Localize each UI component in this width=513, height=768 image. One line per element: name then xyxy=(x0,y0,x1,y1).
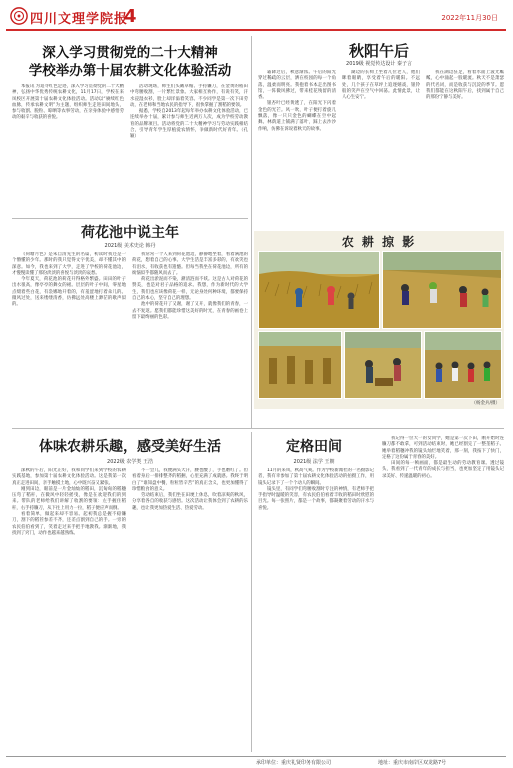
article3-paragraph: 今年夏天，荷花池的荷花开得格外繁盛。田田的叶子出水很高，像亭亭的舞女的裙。层层的叶子中间，零星地点缀着些白花，有袅娜地开着的，有羞涩地打着朵儿的。微风过处，送来缕缕清香，仿佛远处高楼上渺茫的歌声似的。 xyxy=(12,277,126,308)
article2-col3 xyxy=(426,70,504,226)
article5-paragraph: 我记得一位大一的女同学，她是第一次下田，刚开始时连镰刀都不敢拿，可到活动结束时，她已经割完了一整垄稻子。她举着稻穗冲我的镜头灿烂地笑着，那一刻，我按下了快门，定格了这份属于青春的美好。 xyxy=(382,436,504,460)
farm-photo xyxy=(344,331,422,399)
article2-col2 xyxy=(342,70,420,226)
column-divider xyxy=(251,432,252,752)
article3-paragraph: 池中的荷花开了又谢，谢了又开，就像我们的青春，一去不复返。愿我们都能珍惜这美好的时光，在青春的画卷上留下最绚丽的色彩。 xyxy=(132,302,248,320)
article5-subtitle: 2021级 法学 王朝 xyxy=(293,459,335,465)
issue-date: 2022年11月30日 xyxy=(441,14,498,22)
photo-section xyxy=(254,231,504,409)
article3-title: 荷花池中说主年 xyxy=(81,225,179,241)
paper-name: 四川文理学院报 xyxy=(30,12,129,27)
school-logo-icon xyxy=(10,7,28,25)
article5-col1 xyxy=(258,468,374,752)
farm-photo xyxy=(258,251,380,329)
article2-col1 xyxy=(258,70,336,226)
farm-photo xyxy=(258,331,342,399)
column-divider xyxy=(251,36,252,428)
footer xyxy=(6,756,506,766)
article1-paragraph: 据悉，学校自2013年起每年举办农耕文化体验活动，已连续举办十届，累计参与师生近两万人次，成为学校劳动教育的品牌项目。活动将党的二十大精神学习与劳动实践相结合，引导青年学生厚植爱农情怀，争做新时代好青年。（孔颖） xyxy=(130,109,248,140)
page-number: 4 xyxy=(124,6,137,27)
article4-paragraph: 深秋的午后，阳光正好，我和同学们来到学校的农耕实践基地，参加第十届农耕文化体验活动。这是我第一次真正走进田间，亲手触摸土地，心中既兴奋又紧张。 xyxy=(12,468,126,486)
farm-photo xyxy=(424,331,502,399)
article1-title-line2: 学校举办第十届农耕文化体验活动 xyxy=(28,63,232,79)
article4-paragraph: 刚到田边，眼前是一片金灿灿的稻田，沉甸甸的稻穗压弯了稻秆，在微风中轻轻摇曳，像是在欢迎我们的到来。带队的老师给我们讲解了收割的要领：左手握住稻秆，右手持镰刀，从下往上用力一拉，稻子便应声而倒。 xyxy=(12,486,126,511)
article3-col1 xyxy=(12,252,126,422)
article1-col2 xyxy=(130,84,248,214)
article1-paragraph: 本报讯 为追寻红色足迹，深入学习贯彻党的二十大精神，弘扬中华优秀传统农耕文化，11月17日，学校在来凤校区开展第十届农耕文化体验活动。活动以“赓续红色血脉，传承农耕文明”为主题，组织师生走进田间地头，参与收割、脱粒、晾晒等农事劳动，在亲身体验中感悟劳动的艰辛与收获的喜悦。 xyxy=(12,84,124,121)
article5-paragraph: 田间的每一帧画面，都是最生动的劳动教育课。透过镜头，我看到了一代青年的成长与担当，也更加坚定了用镜头记录美好、传递温暖的初心。 xyxy=(382,461,504,479)
article2-paragraph: 我在湖边驻足，看着水面上波光粼粼，心中涌起一股暖流。秋天不是萧瑟的代名词，而是收获与沉淀的季节。愿我们都能在这秋阳午后，找到属于自己的那份宁静与美好。 xyxy=(426,70,504,101)
photo-section-title: 农 耕 掠 影 xyxy=(341,235,417,249)
article1-title-line1: 深入学习贯彻党的二十大精神 xyxy=(42,45,218,61)
group-photo-image xyxy=(425,332,501,398)
harvest-field-image xyxy=(259,252,379,328)
article3-paragraph: 我常常一个人来到荷花池边，静静地坐着，看着满池的荷花，想着自己的心事。大学生活是丰富多彩的，有欢笑也有泪水，有收获也有遗憾。但每当我坐在荷花池边，所有的烦恼似乎都随风而去了。 xyxy=(132,252,248,276)
photo-credit: （杨金兵/摄） xyxy=(471,401,500,406)
article3-paragraph: 荷花出淤泥而不染，濯清涟而不妖。这是古人对荷花的赞美，也是对君子品格的追求。我想，作为新时代的大学生，我们也应该像荷花一样，无论身处何种环境，都要保持自己的本心，坚守自己的理想。 xyxy=(132,277,248,302)
article4-paragraph: 劳动结束后，我们坐在田埂上休息，吹着凉爽的秋风，分享着各自的收获与感悟。这次活动让我体会到了农耕的乐趣，也让我更加热爱生活、热爱劳动。 xyxy=(132,493,248,511)
article3-paragraph: 《荷塘月色》是朱自清先生的名篇，初读时我还是一个懵懂的少年。那时的我只觉得文字优美，却不懂其中的深意。如今，我也来到了大学，走进了学校的荷花池边，才慢慢读懂了那份淡淡的喜悦与淡淡的哀愁。 xyxy=(12,252,126,276)
article4-paragraph: 不一会儿，我便满头大汗，腰也酸了，手也磨红了。但看着身后一排排整齐的稻捆，心里充满了成就感。我终于明白了“谁知盘中餐，粒粒皆辛苦”的真正含义，也更加懂得了珍惜粮食的意义。 xyxy=(132,468,248,492)
article4-subtitle: 2022级 农学类 王浩 xyxy=(107,459,153,465)
threshing-image xyxy=(345,332,421,398)
address: 地址：重庆市南岸区双龙路7号 xyxy=(378,760,447,766)
article2-title: 秋阳午后 xyxy=(348,42,409,60)
article2-paragraph: 湖边的长椅上坐着几位老人，他们眯着眼睛，享受着午后的暖阳。不远处，几个孩子在草坪上追逐嬉戏，银铃般的笑声在空气中回荡。此情此景，让人心生安宁。 xyxy=(342,70,420,101)
article1-col1 xyxy=(12,84,124,214)
article4-col2 xyxy=(132,468,248,752)
article2-subtitle: 2019级 视觉传达设计 秦子言 xyxy=(346,61,412,67)
students-in-field-image xyxy=(383,252,501,328)
article4-col1 xyxy=(12,468,126,752)
article3-subtitle: 2021级 美术史论 韩丹 xyxy=(104,243,156,249)
farm-photo xyxy=(382,251,502,329)
article2-paragraph: 银杏叶已经黄透了，在阳光下闪着金色的光芒。风一吹，叶子便打着旋儿飘落，像一只只金色的蝴蝶在空中起舞。林荫道上铺满了落叶，踩上去沙沙作响，仿佛在诉说着秋天的故事。 xyxy=(258,101,336,132)
article5-col2 xyxy=(382,436,504,752)
article3-col2 xyxy=(132,252,248,422)
article5-paragraph: 11月的来凤，秋高气爽。作为学校新闻社的一名摄影记者，我有幸参加了第十届农耕文化体验活动的拍摄工作，用镜头记录下了一个个动人的瞬间。 xyxy=(258,468,374,486)
article5-paragraph: 镜头里，有同学们弯腰收割时专注的神情，有老师手把手指导时温暖的笑容，有农民伯伯看着丰收的稻田时欣慰的目光。每一张照片，都是一个故事，都凝聚着劳动的汗水与喜悦。 xyxy=(258,486,374,511)
publisher: 承印单位：重庆礼贤印务有限公司 xyxy=(256,760,332,766)
divider xyxy=(12,428,504,429)
article2-paragraph: 霜降过后，秋意渐浓。午后的阳光穿过稀疏的云层，洒在校园的每一个角落，温柔而明亮。我抱着书本走出图书馆，一阵微风拂过，带来桂花残留的清香。 xyxy=(258,70,336,101)
divider xyxy=(12,218,248,219)
article1-title xyxy=(12,44,248,80)
article5-title: 定格田间 xyxy=(286,439,342,455)
article4-paragraph: 看着简单，做起来却不容易。起初我总是握不稳镰刀，割下的稻茬参差不齐，还差点割到自己的手。一旁的农民伯伯看到了，笑着走过来手把手地教我。渐渐地，我找到了窍门，动作也越来越熟练。 xyxy=(12,512,126,536)
article4-title: 体味农耕乐趣，感受美好生活 xyxy=(39,439,221,455)
masthead xyxy=(6,5,506,31)
article1-paragraph: 活动现场，师生们头戴草帽、手持镰刀，在金黄的稻田中弯腰收割，一片繁忙景象。大家相互协作，有说有笑，汗水浸湿衣衫，脸上却洋溢着笑容。不少同学是第一次下田劳动，在老师和当地农民的指导下，很快掌握了割稻的要领。 xyxy=(130,84,248,108)
sheaves-image xyxy=(259,332,341,398)
